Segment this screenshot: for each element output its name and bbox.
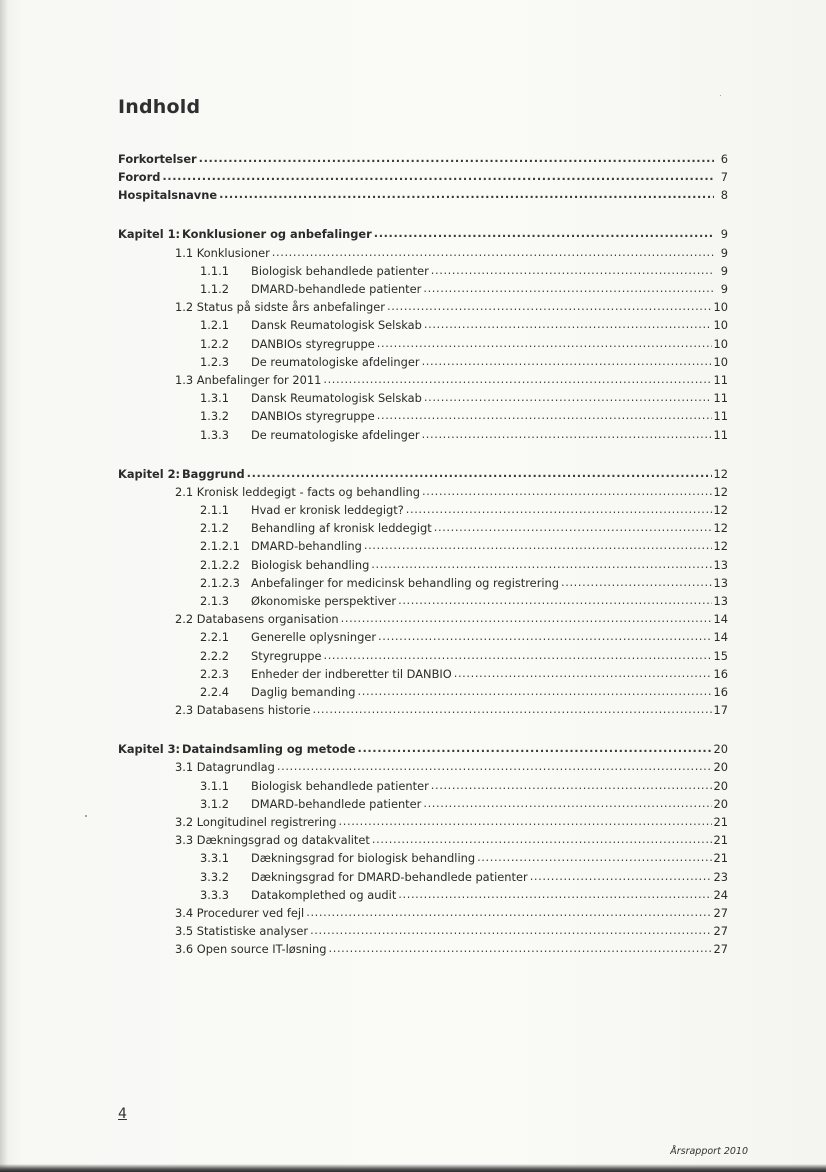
dot-leader — [162, 169, 714, 183]
toc-subsection[interactable] — [200, 424, 728, 442]
toc-section[interactable] — [175, 902, 728, 920]
toc-section[interactable] — [175, 369, 728, 387]
subsection-number: 1.3.2 — [200, 409, 229, 424]
scan-speck — [85, 815, 87, 817]
dot-leader — [378, 629, 711, 643]
subsection-title: Daglig bemanding — [251, 685, 356, 699]
chapter-title: Baggrund — [182, 466, 245, 481]
subsection-title: DMARD-behandlede patienter — [251, 282, 422, 296]
toc-page-number: 27 — [713, 942, 728, 957]
dot-leader — [431, 263, 714, 277]
subsection-title: Dækningsgrad for DMARD-behandlede patienter — [251, 869, 528, 884]
dot-leader — [434, 520, 712, 534]
subsection-number: 3.3.1 — [200, 851, 229, 866]
section-title: 1.1 Konklusioner — [175, 245, 270, 260]
dot-leader — [358, 741, 712, 755]
dot-leader — [423, 281, 714, 295]
toc-section[interactable] — [175, 920, 728, 938]
subsection-number: 1.2.3 — [200, 354, 229, 369]
toc-subsection[interactable] — [200, 314, 728, 332]
subsection-number: 1.1.2 — [200, 282, 229, 296]
toc-page-number: 12 — [713, 503, 728, 517]
subsection-number: 1.3.1 — [200, 391, 229, 406]
section-title: 2.2 Databasens organisation — [175, 612, 339, 627]
toc-page-number: 27 — [713, 906, 728, 920]
subsection-number: 3.1.1 — [200, 778, 229, 793]
toc-page-number: 21 — [713, 851, 728, 866]
toc-page-number: 10 — [713, 354, 728, 369]
dot-leader — [310, 923, 711, 937]
toc-page-number: 8 — [720, 188, 728, 203]
toc-entry-label: Forkortelser — [118, 152, 197, 166]
section-title: 3.6 Open source IT-løsning — [175, 942, 327, 957]
toc-page-number: 13 — [713, 557, 728, 572]
dot-leader — [454, 666, 712, 680]
toc-section[interactable] — [175, 242, 728, 260]
subsection-title: Anbefalinger for medicinsk behandling og registrering — [251, 575, 559, 590]
subsection-title: Biologisk behandling — [251, 557, 370, 572]
toc-page-number: 9 — [720, 263, 728, 278]
toc-subsection[interactable] — [200, 387, 728, 405]
toc-entry[interactable] — [118, 184, 728, 202]
dot-leader — [477, 850, 711, 864]
subsection-number: 2.1.2 — [200, 521, 229, 536]
subsection-title: DMARD-behandlede patienter — [251, 796, 422, 811]
toc-section[interactable] — [175, 938, 728, 956]
subsection-number: 3.3.2 — [200, 869, 229, 884]
dot-leader — [398, 887, 711, 901]
subsection-title: DANBIOs styregruppe — [251, 409, 375, 424]
toc-section[interactable] — [175, 829, 728, 847]
toc-page-number: 20 — [713, 742, 728, 757]
dot-leader — [398, 593, 711, 607]
chapter-number: Kapitel 3: — [118, 742, 181, 757]
dot-leader — [561, 575, 712, 589]
subsection-number: 2.1.2.1 — [200, 539, 240, 554]
page-title: Indhold — [118, 96, 201, 118]
subsection-title: Biologisk behandlede patienter — [251, 263, 429, 278]
toc-section[interactable] — [175, 811, 728, 829]
subsection-title: Dækningsgrad for biologisk behandling — [251, 851, 476, 866]
toc-subsection[interactable] — [200, 775, 728, 793]
subsection-title: Biologisk behandlede patienter — [251, 778, 429, 793]
toc-page-number: 15 — [713, 648, 728, 663]
toc-subsection[interactable] — [200, 847, 728, 865]
dot-leader — [423, 796, 711, 810]
toc-page-number: 12 — [713, 484, 728, 499]
dot-leader — [341, 611, 712, 625]
dot-leader — [422, 354, 712, 368]
chapter-title: Dataindsamling og metode — [182, 742, 356, 757]
section-title: 2.3 Databasens historie — [175, 703, 311, 718]
dot-leader — [377, 408, 712, 422]
toc-subsection[interactable] — [200, 554, 728, 572]
section-title: 2.1 Kronisk leddegigt - facts og behandling — [175, 484, 420, 499]
dot-leader — [247, 466, 712, 480]
dot-leader — [272, 245, 714, 259]
toc-page-number: 10 — [713, 318, 728, 333]
dot-leader — [431, 778, 712, 792]
toc-section[interactable] — [175, 296, 728, 314]
subsection-number: 2.1.3 — [200, 594, 229, 608]
dot-leader — [372, 832, 712, 846]
toc-page-number: 14 — [713, 612, 728, 627]
toc-subsection[interactable] — [200, 499, 728, 517]
toc-page-number: 13 — [713, 575, 728, 590]
dot-leader — [424, 317, 712, 331]
dot-leader — [199, 151, 714, 165]
dot-leader — [406, 502, 712, 516]
page-number: 4 — [118, 1106, 127, 1122]
section-title: 3.4 Procedurer ved fejl — [175, 906, 305, 920]
toc-page-number: 20 — [713, 760, 728, 775]
toc-subsection[interactable] — [200, 793, 728, 811]
toc-subsection[interactable] — [200, 405, 728, 423]
toc-page-number: 11 — [713, 391, 728, 406]
toc-subsection[interactable] — [200, 278, 728, 296]
chapter-title: Konklusioner og anbefalinger — [182, 227, 372, 242]
subsection-number: 1.2.2 — [200, 336, 229, 351]
page-edge-shadow — [0, 0, 8, 1172]
dot-leader — [323, 372, 711, 386]
toc-page-number: 6 — [720, 152, 728, 166]
subsection-number: 2.2.4 — [200, 685, 229, 699]
dot-leader — [312, 702, 711, 716]
toc-subsection[interactable] — [200, 626, 728, 644]
toc-page-number: 16 — [713, 685, 728, 699]
toc-subsection[interactable] — [200, 645, 728, 663]
toc-page-number: 10 — [713, 336, 728, 351]
toc-page-number: 14 — [713, 630, 728, 645]
chapter-number: Kapitel 2: — [118, 466, 181, 481]
subsection-number: 1.3.3 — [200, 427, 229, 442]
toc-entry[interactable] — [118, 148, 728, 166]
subsection-title: De reumatologiske afdelinger — [251, 354, 420, 369]
dot-leader — [374, 226, 714, 240]
dot-leader — [422, 484, 712, 498]
toc-entry-label: Forord — [118, 170, 161, 185]
dot-leader — [339, 814, 712, 828]
toc-page-number: 23 — [713, 869, 728, 884]
toc-subsection[interactable] — [200, 663, 728, 681]
section-title: 3.3 Dækningsgrad og datakvalitet — [175, 833, 370, 848]
toc-page-number: 9 — [720, 282, 728, 296]
subsection-number: 3.3.3 — [200, 887, 229, 902]
toc-chapter[interactable] — [118, 738, 728, 756]
subsection-title: DANBIOs styregruppe — [251, 336, 375, 351]
toc-page-number: 16 — [713, 666, 728, 681]
toc-subsection[interactable] — [200, 590, 728, 608]
dot-leader — [377, 336, 712, 350]
toc-subsection[interactable] — [200, 351, 728, 369]
section-title: 3.2 Longitudinel registrering — [175, 815, 337, 829]
subsection-title: DMARD-behandling — [251, 539, 362, 554]
section-title: 1.3 Anbefalinger for 2011 — [175, 373, 322, 387]
toc-page-number: 10 — [713, 300, 728, 315]
toc-section[interactable] — [175, 481, 728, 499]
dot-leader — [277, 759, 712, 773]
toc-section[interactable] — [175, 699, 728, 717]
scan-speck — [720, 95, 721, 96]
subsection-number: 1.1.1 — [200, 263, 229, 278]
toc-page-number: 13 — [713, 594, 728, 608]
subsection-title: Styregruppe — [251, 648, 322, 663]
subsection-number: 2.1.2.2 — [200, 557, 240, 572]
toc-page-number: 21 — [713, 833, 728, 848]
dot-leader — [323, 648, 711, 662]
toc-page-number: 9 — [720, 245, 728, 260]
dot-leader — [422, 427, 712, 441]
dot-leader — [358, 684, 712, 698]
toc-page-number: 11 — [713, 373, 728, 387]
toc-subsection[interactable] — [200, 260, 728, 278]
toc-page-number: 7 — [720, 170, 728, 185]
subsection-title: De reumatologiske afdelinger — [251, 427, 420, 442]
subsection-title: Hvad er kronisk leddegigt? — [251, 503, 404, 517]
dot-leader — [306, 905, 711, 919]
toc-page-number: 21 — [713, 815, 728, 829]
toc-page-number: 12 — [713, 466, 728, 481]
dot-leader — [219, 187, 714, 201]
subsection-title: Behandling af kronisk leddegigt — [251, 521, 432, 536]
section-title: 3.5 Statistiske analyser — [175, 924, 309, 939]
dot-leader — [387, 299, 712, 313]
subsection-number: 3.1.2 — [200, 796, 229, 811]
toc-page-number: 17 — [713, 703, 728, 718]
toc-section[interactable] — [175, 608, 728, 626]
toc-subsection[interactable] — [200, 333, 728, 351]
toc-chapter[interactable] — [118, 223, 728, 241]
toc-subsection[interactable] — [200, 681, 728, 699]
toc-section[interactable] — [175, 756, 728, 774]
page-bottom-shadow — [0, 1164, 826, 1172]
dot-leader — [329, 941, 712, 955]
dot-leader — [424, 390, 712, 404]
subsection-title: Økonomiske perspektiver — [251, 594, 397, 608]
subsection-title: Dansk Reumatologisk Selskab — [251, 391, 422, 406]
toc-page-number: 24 — [713, 887, 728, 902]
toc-page-number: 20 — [713, 796, 728, 811]
toc-subsection[interactable] — [200, 884, 728, 902]
subsection-title: Datakomplethed og audit — [251, 887, 397, 902]
subsection-number: 2.2.3 — [200, 666, 229, 681]
toc-chapter[interactable] — [118, 463, 728, 481]
toc-subsection[interactable] — [200, 572, 728, 590]
report-title: Årsrapport 2010 — [670, 1146, 748, 1157]
dot-leader — [371, 557, 711, 571]
dot-leader — [530, 869, 712, 883]
subsection-title: Generelle oplysninger — [251, 630, 377, 645]
toc-page-number: 11 — [713, 409, 728, 424]
toc-entry[interactable] — [118, 166, 728, 184]
subsection-number: 2.2.1 — [200, 630, 229, 645]
section-title: 1.2 Status på sidste års anbefalinger — [175, 300, 385, 315]
section-title: 3.1 Datagrundlag — [175, 760, 275, 775]
subsection-number: 2.1.1 — [200, 503, 229, 517]
subsection-title: Dansk Reumatologisk Selskab — [251, 318, 422, 333]
toc-page-number: 12 — [713, 539, 728, 554]
toc-subsection[interactable] — [200, 517, 728, 535]
toc-page-number: 20 — [713, 778, 728, 793]
dot-leader — [364, 538, 712, 552]
toc-page-number: 9 — [720, 227, 728, 242]
toc-page-number: 12 — [713, 521, 728, 536]
subsection-title: Enheder der indberetter til DANBIO — [251, 666, 452, 681]
toc-page-number: 27 — [713, 924, 728, 939]
toc-subsection[interactable] — [200, 866, 728, 884]
toc-subsection[interactable] — [200, 535, 728, 553]
subsection-number: 2.2.2 — [200, 648, 229, 663]
toc-entry-label: Hospitalsnavne — [118, 188, 218, 203]
subsection-number: 1.2.1 — [200, 318, 229, 333]
toc-page-number: 11 — [713, 427, 728, 442]
chapter-number: Kapitel 1: — [118, 227, 181, 242]
subsection-number: 2.1.2.3 — [200, 575, 240, 590]
